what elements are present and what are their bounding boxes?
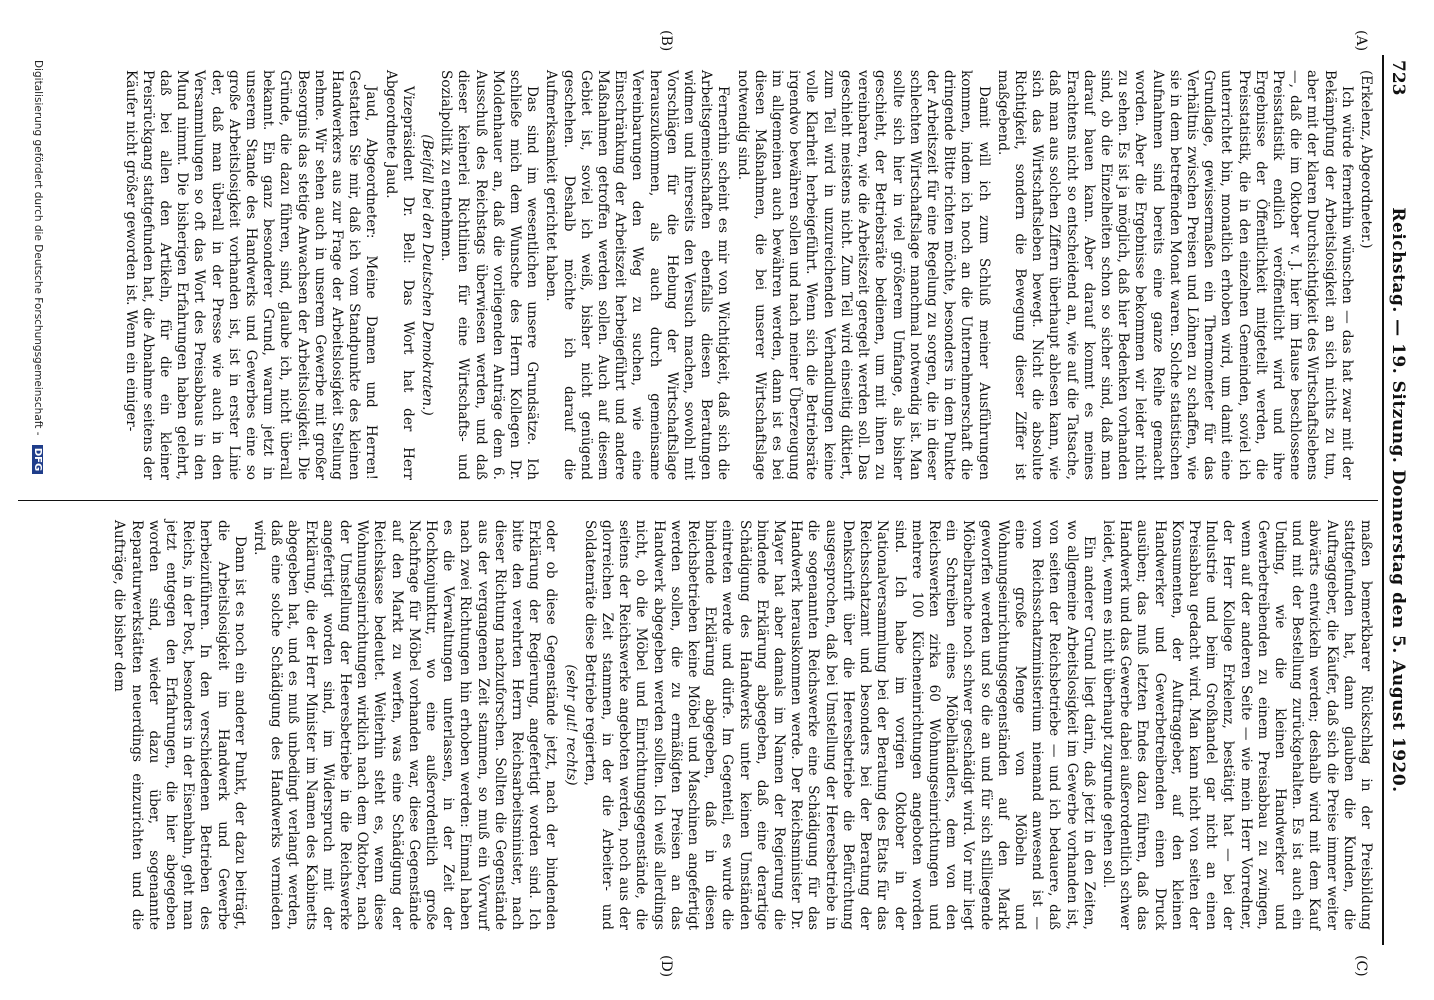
paragraph: Jaud, Abgeordneter: Meine Damen und Herren! Gestatten Sie mir, daß ich vom Standpunkte des kleinen Handwerkers aus zur Frage der Arbeitslosigkeit Stellung nehme. Wir sehen auch in unserem Gewerbe mit großer Besorgnis das stetige Anwachsen der Arbeitslosigkeit. Die Gründe, die dazu führen, sind, glaube ich, nicht überall bekannt. Ein ganz besonderer Grund, warum jetzt in unserem Stande des Handwerks und Gewerbes eine so große Arbeitslosigkeit vorhanden ist, ist in erster Linie der, daß man überall in der Presse wie auch in den Versammlungen so oft das Wort des Preisabbaus in den Mund nimmt. Die bisherigen Erfahrungen haben gelehrt, daß bei allen den Artikeln, für die ein kleiner Preisrückgang stattgefunden hat, die Abnahme seitens der Käufer nicht größer geworden ist. Wenn ein einiger- [122,70,380,480]
paragraph: Damit will ich zum Schluß meiner Ausführungen kommen, indem ich noch an die Unternehmerschaft die dringende Bitte richten möchte, besonders in dem Punkte der Arbeitszeit für eine Regelung zu sorgen, die in dieser schlechten Wirtschaftslage manchmal notwendig ist. Man sollte sich hier in viel größerem Umfange, als bisher geschieht, der Betriebsräte bedienen, um mit ihnen zu vereinbaren, wie die Arbeitszeit geregelt werden soll. Das geschieht meistens nicht. Zum Teil wird einseitig diktiert, zum Teil wird in unzureichenden Verhandlungen keine volle Klarheit herbeigeführt. Wenn sich die Betriebsräte irgendwo bewähren sollen und nach meiner Überzeugung im allgemeinen auch bewähren werden, dann ist es bei diesen Maßnahmen, die bei unserer Wirtschaftslage notwendig sind. [734,70,992,480]
margin-marker-c: (C) [1353,955,1369,977]
column-divider [18,500,1378,501]
paragraph: oder ob diese Gegenstände jetzt, nach der bindenden Erklärung der Regierung, angefertigt worden sind. Ich bitte den verehrten Herrn Reichsarbeitsminister, nach dieser Richtung nachzuforschen. Sollten die Gegenstände aus der vergangenen Zeit stammen, so muß ein Vorwurf nach zwei Richtungen hin erhoben werden: Einmal haben es die Verwaltungen unterlassen, in der Zeit der Hochkonjunktur, wo eine außerordentlich große Nachfrage für Möbel vorhanden war, diese Gegenstände auf den Markt zu werfen, was eine Schädigung der Reichskasse bedeutet. Weiterhin steht es, wenn diese Wohnungseinrichtungen wirklich nach dem Oktober, nach der Umstellung der Heeresbetriebe in die Reichswerke angefertigt worden sind, im Widerspruch mit der Erklärung, die der Herr Minister im Namen des Kabinetts abgegeben hat, und es muß unbedingt verlangt werden, daß eine solche Schädigung des Handwerks vermieden wird. [251,520,560,930]
stage-direction: (sehr gut! rechts) [562,664,579,786]
paragraph: Ein anderer Grund liegt darin, daß jetzt in den Zeiten, wo allgemeine Arbeitslosigkeit im Gewerbe vorhanden ist, von seiten der Reichsbetriebe — und ich bedauere, daß vom Reichsschatzministerium niemand anwesend ist — eine große Menge von Möbeln und Wohnungseinrichtungsgegenständen auf den Markt geworfen werden und so die an und für sich stilliegende Möbelbranche noch schwer geschädigt wird. Vor mir liegt ein Schreiben eines Möbelhändlers, dem von den Reichswerken zirka 60 Wohnungseinrichtungen und mehrere 100 Kücheneinrichtungen angeboten worden sind. Ich habe im vorigen Oktober in der Nationalversammlung bei der Beratung des Etats für das Reichsschatzamt und besonders bei der Beratung der Denkschrift über die Heeresbetriebe die Befürchtung ausgesprochen, daß bei Umstellung der Heeresbetriebe in die sogenannten Reichswerke eine Schädigung für das Handwerk herauskommen werde. Der Reichsminister Dr. Mayer hat aber damals im Namen der Regierung die bindende Erklärung abgegeben, daß eine derartige Schädigung des Handwerks unter keinen Umständen eintreten werde und dürfe. Im Gegenteil, es wurde die bindende Erklärung abgegeben, daß in diesen Reichsbetrieben keine Möbel und Maschinen angefertigt werden sollen, die zu ermäßigten Preisen an das Handwerk abgegeben werden sollten. Ich weiß allerdings nicht, ob die Möbel und Einrichtungsgegenstände, die seitens der Reichswerke angeboten werden, noch aus der glorreichen Zeit stammen, in der die Arbeiter- und Soldatenräte diese Betriebe regierten, [581,520,1097,930]
header-rule [1382,55,1384,945]
digitization-credit [32,60,44,474]
margin-marker-d: (D) [658,955,674,978]
paragraph: Vizepräsident Dr. Bell: Das Wort hat der Herr Abgeordnete Jaud. [382,70,416,480]
paragraph: Ich würde fernerhin wünschen — das hat zwar mit der Bekämpfung der Arbeitslosigkeit an sich nichts zu tun, aber mit der klaren Durchsichtigkeit des Wirtschaftslebens —, daß die im Oktober v. J. hier im Hause beschlossene Preisstatistik endlich veröffentlicht wird und ihre Ergebnisse der Öffentlichkeit mitgeteilt werden, die Preisstatistik, die in den einzelnen Gemeinden, soviel ich unterrichtet bin, monatlich erhoben wird, um damit eine Grundlage, gewissermaßen ein Thermometer für das Verhältnis zwischen Preisen und Löhnen zu schaffen, wie sie in dem betreffenden Monat waren. Solche statistischen Aufnahmen sind bereits eine ganze Reihe gemacht worden. Aber die Ergebnisse bekommen wir leider nicht zu sehen. Es ist ja möglich, daß hier Bedenken vorhanden sind, ob die Einzelheiten schon so sicher sind, daß man darauf bauen kann. Aber darauf kommt es meines Erachtens nicht so entscheidend an, wie auf die Tatsache, daß man aus solchen Ziffern überhaupt ablesen kann, wie sich das Wirtschaftsleben bewegt. Nicht die absolute Richtigkeit, sondern die Bewegung dieser Ziffer ist maßgebend. [994,70,1355,480]
credit-text: Digitalisierung gefördert durch die Deutsche Forschungsgemeinschaft - [32,60,44,436]
margin-marker-b: (B) [658,30,674,52]
paragraph: Fernerhin scheint es mir von Wichtigkeit, daß sich die Arbeitsgemeinschaften ebenfalls diesen Beratungen widmen und ihrerseits den Versuch machen, sowohl mit Vorschlägen für die Hebung der Wirtschaftslage herauszukommen, als auch durch gemeinsame Vereinbarungen den Weg zu suchen, wie eine Einschränkung der Arbeitszeit herbeigeführt und andere Maßnahmen getroffen werden sollen. Auch auf diesem Gebiet ist, soviel ich weiß, bisher nicht genügend geschehen. Deshalb möchte ich darauf die Aufmerksamkeit gerichtet haben. [543,70,732,480]
right-column [108,520,1374,930]
paragraph: Dann ist es noch ein anderer Punkt, der dazu beiträgt, die Arbeitslosigkeit im Handwerk und Gewerbe herbeizuführen. In den verschiedenen Betrieben des Reichs, in der Post, besonders in der Eisenbahn, geht man jetzt entgegen den Erfahrungen, die hier abgegeben worden sind, wieder dazu über, sogenannte Reparaturwerkstätten neuerdings einzurichten und die Aufträge, die bisher dem [111,520,248,930]
page-number: 723 [1388,60,1408,96]
dfg-logo: DFG [32,445,43,474]
page-header [1384,60,1414,940]
running-head: Reichstag. — 19. Sitzung. Donnerstag den 5. August 1920. [1388,207,1408,793]
paragraph-continuation: maßen bemerkbarer Rückschlag in der Preisbildung stattgefunden hat, dann glauben die Kunden, die Auftraggeber, die Käufer, daß sich die Preise immer weiter abwärts entwickeln werden; deshalb wird mit dem Kauf und mit der Bestellung zurückgehalten. Es ist auch ein Unding, wie die kleinen Handwerker und Gewerbetreibenden zu einem Preisabbau zu zwingen, wenn auf der anderen Seite — wie mein Herr Vorredner, der Herr Kollege Erkelenz, bestätigt hat — bei der Industrie und beim Großhandel gar nicht an einen Preisabbau gedacht wird. Man kann nicht von seiten der Konsumenten, der Auftraggeber, auf den kleinen Handwerker und Gewerbetreibenden einen Druck ausüben; das muß letzten Endes dazu führen, daß das Handwerk und das Gewerbe dabei außerordentlich schwer leidet, wenn es nicht überhaupt zugrunde gehen soll. [1099,520,1374,930]
left-column [119,70,1374,480]
margin-marker-a: (A) [1353,30,1369,52]
paragraph: Das sind im wesentlichen unsere Grundsätze. Ich schließe mich dem Wunsche des Herrn Kollegen Dr. Moldenhauer an, daß die vorliegenden Anträge dem 6. Ausschuß des Reichstags überwiesen werden, und daß dieser keinerlei Richtlinien für eine Wirtschafts- und Sozialpolitik zu entnehmen. [438,70,541,480]
stage-direction: (Beifall bei den Deutschen Demokraten.) [419,134,436,416]
speaker-continuation: (Erkelenz, Abgeordneter.) [1358,70,1374,249]
